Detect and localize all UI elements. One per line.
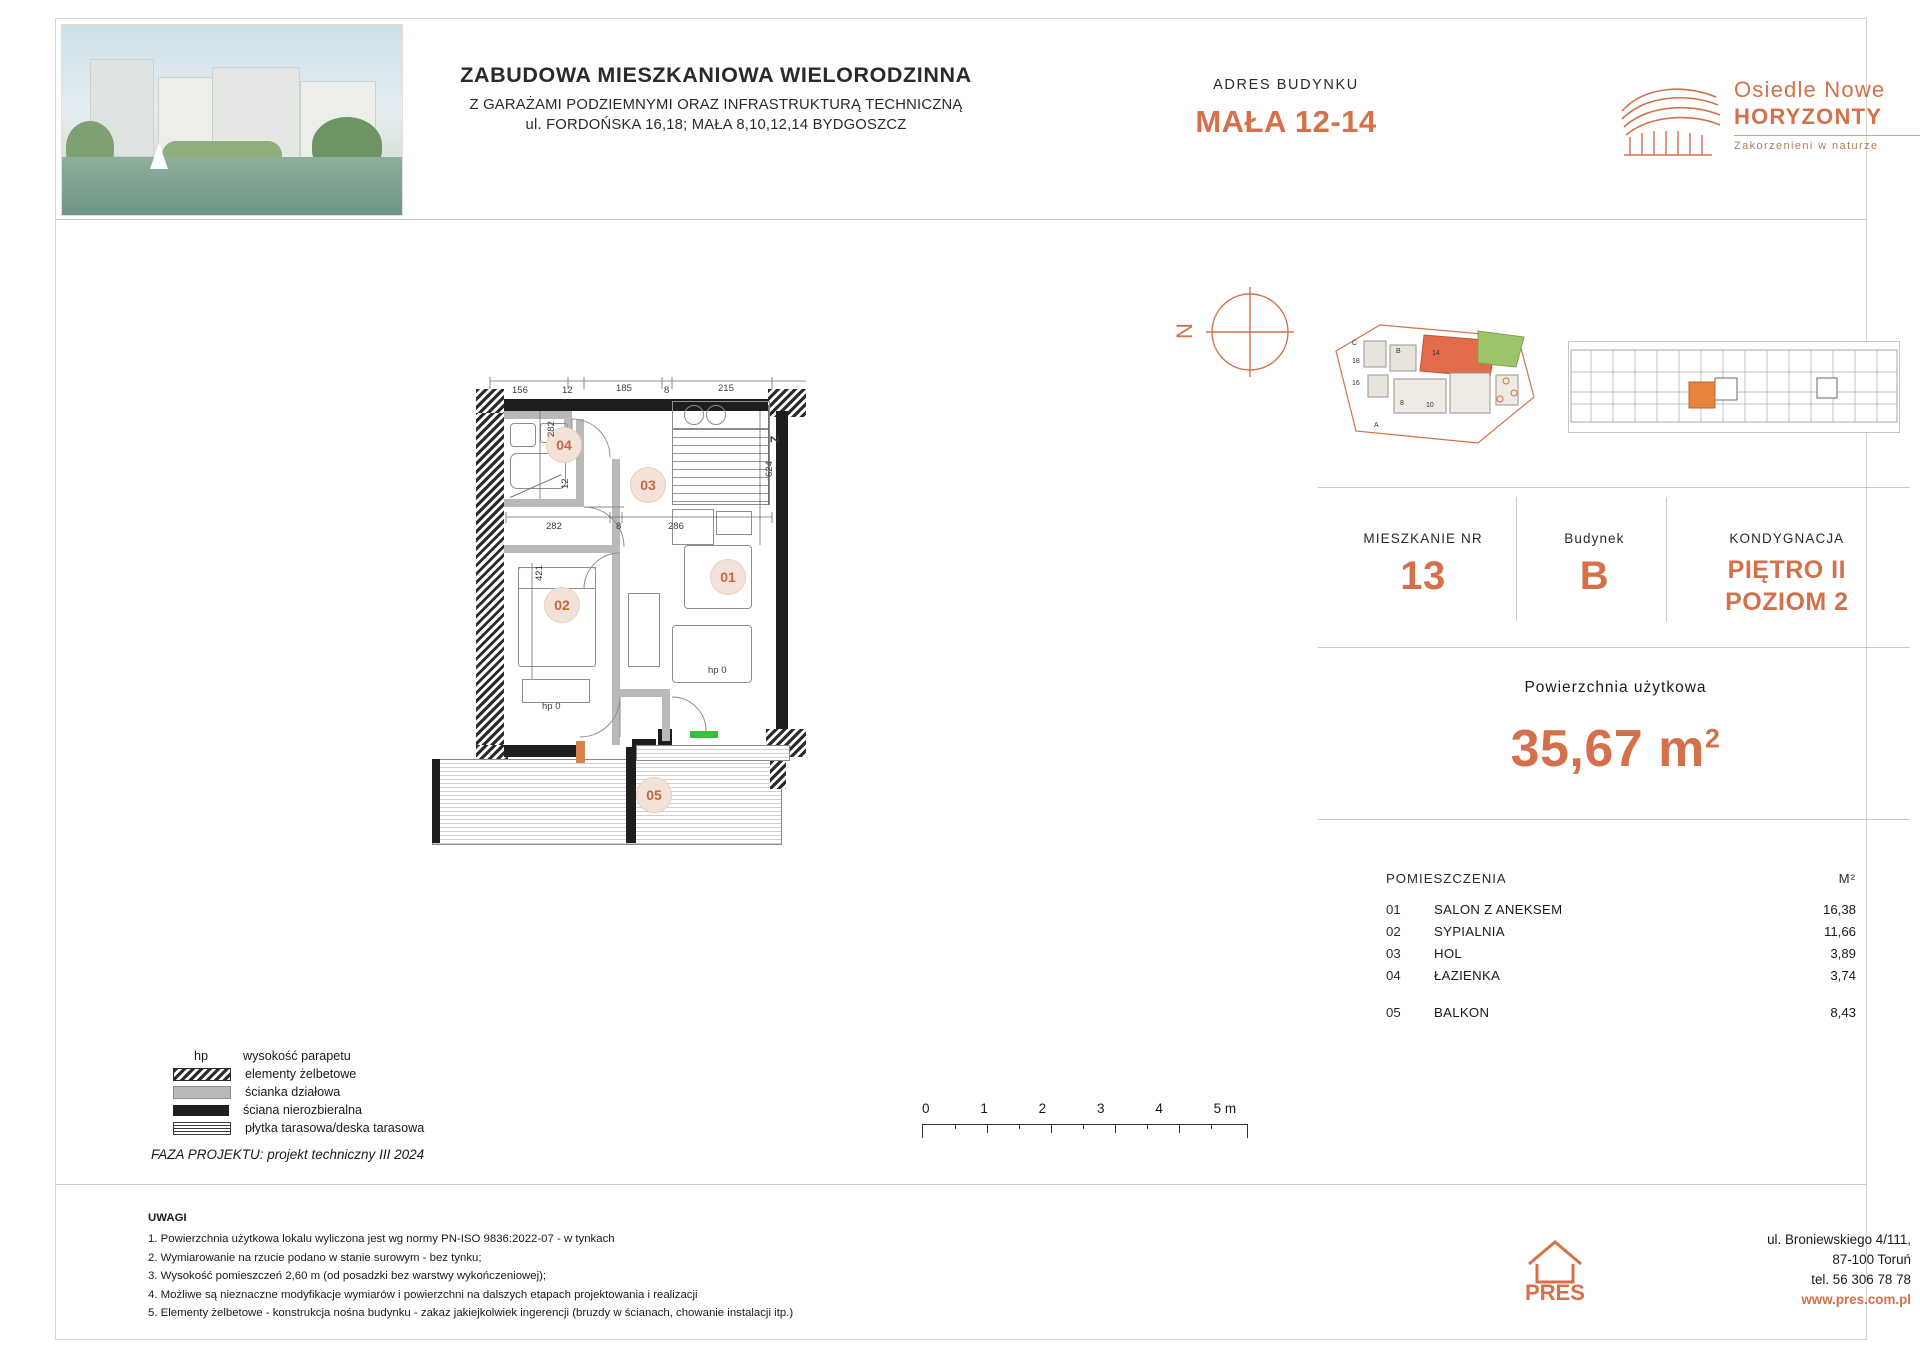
dim-hp0-a: hp 0 [708, 665, 727, 676]
room-schedule-header-unit: M² [1838, 871, 1856, 886]
apartment-label: MIESZKANIE NR [1363, 531, 1483, 546]
scale-tick-1: 1 [980, 1101, 988, 1116]
legend-swatch-solidwall [173, 1105, 229, 1116]
building-label: Budynek [1564, 531, 1625, 546]
note-line: 4. Możliwe są nieznaczne modyfikacje wymiarów i powierzchni na dalszych etapach projektowania i realizacji [148, 1288, 698, 1301]
legend-row-hp [151, 1049, 571, 1063]
room-marker-01: 01 [710, 559, 746, 595]
room-schedule [1386, 871, 1856, 1027]
building-value: B [1579, 554, 1610, 598]
usable-area-label: Powierzchnia użytkowa [1524, 679, 1707, 696]
room-area: 11,66 [1823, 924, 1856, 939]
dim-156: 156 [512, 385, 528, 396]
info-divider-mid [1318, 647, 1910, 648]
room-area: 8,43 [1830, 1005, 1856, 1020]
estate-logo-tagline: Zakorzenieni w naturze [1734, 140, 1879, 152]
scale-tick-0: 0 [922, 1101, 930, 1116]
room-row [1386, 1005, 1856, 1020]
dim-282: 282 [546, 521, 562, 532]
site-key-plan [1328, 319, 1548, 449]
svg-text:B: B [1396, 348, 1401, 355]
usable-area-number: 35,67 m [1510, 720, 1705, 778]
room-no: 01 [1386, 902, 1401, 917]
info-divider-bottom [1318, 819, 1910, 820]
legend-row-rc [151, 1067, 571, 1081]
legend-text-solidwall: ściana nierozbieralna [243, 1103, 363, 1117]
building-address [1136, 77, 1436, 140]
dim-282v: 282 [546, 421, 557, 437]
legend-hp-text: wysokość parapetu [243, 1049, 351, 1063]
company-address-line1: ul. Broniewskiego 4/111, [1767, 1232, 1911, 1247]
dim-624: 624 [764, 461, 775, 477]
svg-text:16: 16 [1352, 380, 1360, 387]
dim-8b: 8 [616, 521, 622, 532]
room-no: 04 [1386, 968, 1401, 983]
room-row [1386, 902, 1856, 917]
room-no: 03 [1386, 946, 1401, 961]
legend [151, 1049, 571, 1162]
room-marker-05: 05 [636, 777, 672, 813]
estate-logo-line1: Osiedle Nowe [1734, 77, 1886, 102]
note-line: 3. Wysokość pomieszczeń 2,60 m (od posadzki bez warstwy wykończeniowej); [148, 1270, 547, 1283]
notes-block [148, 1209, 1048, 1323]
scale-tick-4: 4 [1155, 1101, 1163, 1116]
legend-row-solidwall [151, 1103, 571, 1117]
dim-421: 421 [534, 565, 545, 581]
project-rendering-image [61, 24, 403, 216]
dim-8a: 8 [664, 385, 670, 396]
room-no: 02 [1386, 924, 1401, 939]
info-divider-v1 [1516, 497, 1517, 621]
estate-logo-line2: HORYZONTY [1734, 104, 1883, 129]
scale-bar-graphic [922, 1124, 1248, 1138]
building-address-value: MAŁA 12-14 [1195, 104, 1377, 139]
room-marker-02: 02 [544, 587, 580, 623]
legend-hp-key: hp [193, 1049, 208, 1063]
company-website[interactable]: www.pres.com.pl [1801, 1292, 1911, 1308]
floor-cell [1671, 531, 1903, 617]
project-title [416, 63, 1016, 133]
room-area: 3,74 [1830, 968, 1856, 983]
room-row [1386, 968, 1856, 983]
info-divider-top [1318, 487, 1910, 488]
north-compass [1174, 277, 1304, 387]
dimension-lines [436, 349, 906, 949]
legend-text-partition: ścianka działowa [245, 1085, 341, 1099]
apartment-floor-plan [436, 349, 906, 949]
room-name: SYPIALNIA [1434, 924, 1505, 939]
note-line: 1. Powierzchnia użytkowa lokalu wyliczona jest wg normy PN-ISO 9836:2022-07 - w tynkach [148, 1233, 615, 1246]
svg-text:10: 10 [1426, 402, 1434, 409]
room-marker-04: 04 [546, 427, 582, 463]
company-address-line2: 87-100 Toruń [1832, 1252, 1911, 1268]
room-name: BALKON [1434, 1005, 1490, 1020]
floor-value-1: PIĘTRO II [1727, 556, 1847, 584]
room-row [1386, 924, 1856, 939]
legend-row-partition [151, 1085, 571, 1099]
svg-text:C: C [1352, 340, 1358, 347]
legend-swatch-partition [173, 1086, 231, 1099]
room-area: 16,38 [1822, 902, 1856, 917]
dim-12b: 12 [560, 478, 571, 489]
dim-185: 185 [616, 383, 632, 394]
svg-text:N: N [1174, 323, 1197, 339]
notes-title: UWAGI [148, 1212, 187, 1224]
svg-text:18: 18 [1352, 358, 1360, 365]
note-line: 2. Wymiarowanie na rzucie podano w stanie surowym - bez tynku; [148, 1251, 482, 1264]
legend-row-terrace [151, 1121, 571, 1135]
estate-logo [1616, 77, 1916, 177]
header-divider [56, 219, 1866, 220]
dim-12a: 12 [562, 385, 573, 396]
floor-key-plan [1568, 341, 1900, 433]
project-phase: FAZA PROJEKTU: projekt techniczny III 2024 [151, 1147, 425, 1162]
info-divider-v2 [1666, 497, 1667, 621]
dim-hp0-b: hp 0 [542, 701, 561, 712]
drawing-sheet [55, 18, 1911, 1340]
pres-logo-icon [1521, 1230, 1651, 1302]
scale-tick-2: 2 [1038, 1101, 1047, 1116]
building-cell [1518, 531, 1671, 617]
estate-logo-icon [1616, 81, 1726, 159]
room-area: 3,89 [1830, 946, 1856, 961]
svg-text:8: 8 [1400, 400, 1404, 407]
legend-swatch-terrace [173, 1122, 231, 1135]
scale-tick-3: 3 [1096, 1101, 1105, 1116]
room-no: 05 [1386, 1005, 1401, 1020]
floor-label: KONDYGNACJA [1729, 531, 1845, 546]
kitchen-z-label: Z [768, 435, 782, 443]
apartment-cell [1328, 531, 1518, 617]
dim-215: 215 [718, 383, 734, 394]
usable-area-unit: 2 [1704, 723, 1721, 754]
scale-bar [922, 1101, 1272, 1138]
room-name: ŁAZIENKA [1434, 968, 1501, 983]
svg-text:A: A [1374, 422, 1379, 429]
room-schedule-header-name: POMIESZCZENIA [1386, 871, 1507, 886]
project-title-line2: Z GARAŻAMI PODZIEMNYMI ORAZ INFRASTRUKTURĄ TECHNICZNĄ [469, 97, 963, 113]
project-title-line3: ul. FORDOŃSKA 16,18; MAŁA 8,10,12,14 BYDGOSZCZ [525, 117, 907, 133]
company-footer [1521, 1224, 1911, 1314]
logo-divider [1734, 135, 1920, 136]
apartment-value: 13 [1400, 554, 1446, 598]
room-name: SALON Z ANEKSEM [1434, 902, 1563, 917]
dim-286: 286 [668, 521, 684, 532]
usable-area-value [1328, 719, 1903, 779]
legend-text-terrace: płytka tarasowa/deska tarasowa [245, 1121, 425, 1135]
building-address-label: ADRES BUDYNKU [1213, 77, 1359, 93]
scale-tick-5: 5 m [1213, 1101, 1237, 1116]
apartment-info-table [1328, 531, 1903, 617]
legend-text-rc: elementy żelbetowe [245, 1067, 357, 1081]
note-line: 5. Elementy żelbetowe - konstrukcja nośna budynku - zakaz jakiejkolwiek ingerencji (bruzdy w ścianach, chowanie instalacji itp.) [148, 1307, 794, 1320]
room-row [1386, 946, 1856, 961]
room-marker-03: 03 [630, 467, 666, 503]
floor-value-2: POZIOM 2 [1725, 588, 1849, 616]
legend-swatch-rc [173, 1068, 231, 1081]
room-name: HOL [1434, 946, 1463, 961]
footer-divider [56, 1184, 1866, 1185]
company-phone: tel. 56 306 78 78 [1811, 1272, 1911, 1288]
svg-text:14: 14 [1432, 350, 1440, 357]
project-title-line1: ZABUDOWA MIESZKANIOWA WIELORODZINNA [460, 63, 972, 87]
svg-text:PRES: PRES [1525, 1280, 1585, 1302]
